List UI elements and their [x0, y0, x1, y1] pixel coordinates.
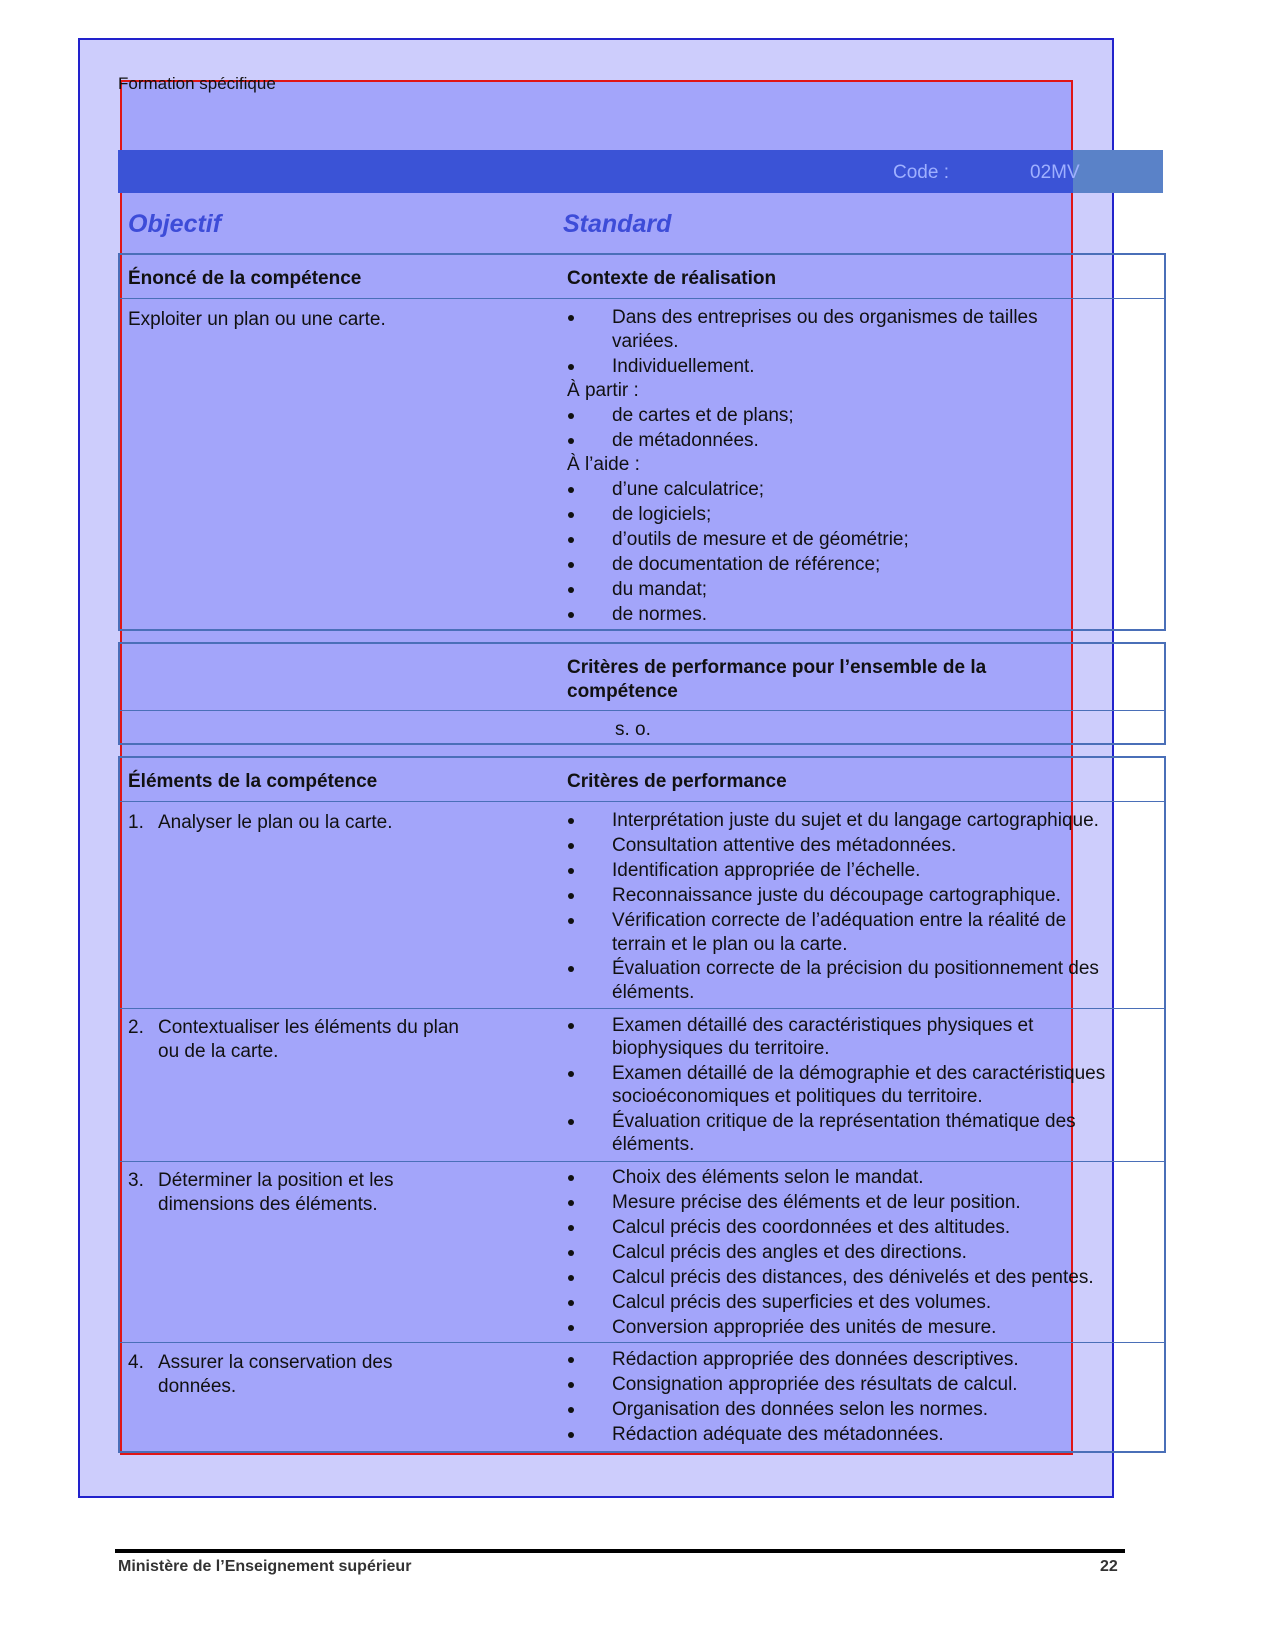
criterion-cont: biophysiques du territoire.	[612, 1038, 830, 1059]
criterion: Consultation attentive des métadonnées.	[612, 835, 957, 856]
bullet-icon	[568, 537, 574, 543]
bullet-icon	[568, 487, 574, 493]
criterion: Rédaction appropriée des données descriptives.	[612, 1349, 1019, 1370]
with-label: À l’aide :	[567, 454, 640, 475]
criterion-cont: terrain et le plan ou la carte.	[612, 934, 848, 955]
footer-ministry: Ministère de l’Enseignement supérieur	[118, 1558, 412, 1575]
criterion: Consignation appropriée des résultats de calcul.	[612, 1374, 1018, 1395]
footer-rule	[115, 1549, 1125, 1553]
bullet-icon	[568, 1023, 574, 1029]
criterion-cont: éléments.	[612, 982, 695, 1003]
element-text-cont: dimensions des éléments.	[158, 1194, 378, 1215]
header-label: Formation spécifique	[118, 74, 276, 93]
element-text: Assurer la conservation des	[158, 1352, 393, 1373]
bullet-icon	[568, 562, 574, 568]
criterion: Évaluation critique de la représentation thématique des	[612, 1111, 1076, 1132]
code-label: Code :	[893, 162, 949, 183]
criterion: Rédaction adéquate des métadonnées.	[612, 1424, 944, 1445]
competence-statement: Exploiter un plan ou une carte.	[128, 309, 386, 330]
row-divider	[118, 1342, 1166, 1343]
bullet-icon	[568, 1071, 574, 1077]
context-item: de logiciels;	[612, 504, 712, 525]
bullet-icon	[568, 1325, 574, 1331]
elements-heading: Éléments de la compétence	[128, 771, 378, 792]
context-item: Dans des entreprises ou des organismes de tailles	[612, 307, 1038, 328]
criterion-cont: socioéconomiques et politiques du territoire.	[612, 1086, 983, 1107]
global-criteria-value: s. o.	[615, 719, 651, 740]
bullet-icon	[568, 893, 574, 899]
criterion: Examen détaillé de la démographie et des caractéristiques	[612, 1063, 1106, 1084]
row-divider	[118, 710, 1166, 711]
code-band	[118, 150, 1163, 193]
criteria-heading: Critères de performance	[567, 771, 787, 792]
bullet-icon	[568, 1275, 574, 1281]
criterion: Examen détaillé des caractéristiques physiques et	[612, 1015, 1034, 1036]
bullet-icon	[568, 1225, 574, 1231]
bullet-icon	[568, 1119, 574, 1125]
bullet-icon	[568, 1432, 574, 1438]
criterion: Choix des éléments selon le mandat.	[612, 1167, 924, 1188]
global-criteria-heading-cont: compétence	[567, 681, 678, 702]
row-divider	[118, 1161, 1166, 1162]
bullet-icon	[568, 364, 574, 370]
bullet-icon	[568, 1250, 574, 1256]
criterion: Conversion appropriée des unités de mesure.	[612, 1317, 997, 1338]
criterion: Calcul précis des coordonnées et des altitudes.	[612, 1217, 1011, 1238]
context-item: de documentation de référence;	[612, 554, 881, 575]
bullet-icon	[568, 818, 574, 824]
element-text: Déterminer la position et les	[158, 1170, 394, 1191]
code-value: 02MV	[1030, 162, 1080, 183]
objectif-title: Objectif	[128, 210, 222, 238]
criterion: Évaluation correcte de la précision du positionnement des	[612, 958, 1099, 979]
page-number: 22	[1100, 1558, 1118, 1575]
criterion: Identification appropriée de l’échelle.	[612, 860, 921, 881]
element-number: 2.	[128, 1017, 144, 1038]
criterion: Calcul précis des superficies et des volumes.	[612, 1292, 992, 1313]
bullet-icon	[568, 315, 574, 321]
bullet-icon	[568, 1407, 574, 1413]
bullet-icon	[568, 413, 574, 419]
context-item: de cartes et de plans;	[612, 405, 794, 426]
element-text: Contextualiser les éléments du plan	[158, 1017, 460, 1038]
element-number: 3.	[128, 1170, 144, 1191]
bullet-icon	[568, 512, 574, 518]
criterion: Organisation des données selon les normes.	[612, 1399, 989, 1420]
criterion: Interprétation juste du sujet et du langage cartographique.	[612, 810, 1099, 831]
element-number: 1.	[128, 812, 144, 833]
context-item-cont: variées.	[612, 331, 679, 352]
row-divider	[118, 298, 1166, 299]
bullet-icon	[568, 1175, 574, 1181]
context-item: Individuellement.	[612, 356, 755, 377]
context-item: de métadonnées.	[612, 430, 759, 451]
criterion: Mesure précise des éléments et de leur position.	[612, 1192, 1021, 1213]
bullet-icon	[568, 1382, 574, 1388]
bullet-icon	[568, 966, 574, 972]
element-text-cont: données.	[158, 1376, 237, 1397]
element-text: Analyser le plan ou la carte.	[158, 812, 393, 833]
context-item: d’outils de mesure et de géométrie;	[612, 529, 909, 550]
bullet-icon	[568, 1357, 574, 1363]
element-text-cont: ou de la carte.	[158, 1041, 279, 1062]
code-band-tail	[1073, 150, 1163, 193]
enonce-heading: Énoncé de la compétence	[128, 268, 362, 289]
row-divider	[118, 1008, 1166, 1009]
context-item: de normes.	[612, 604, 708, 625]
criterion: Calcul précis des distances, des dénivelés et des pentes.	[612, 1267, 1094, 1288]
bullet-icon	[568, 612, 574, 618]
bullet-icon	[568, 918, 574, 924]
criterion: Reconnaissance juste du découpage cartographique.	[612, 885, 1061, 906]
bullet-icon	[568, 1300, 574, 1306]
contexte-heading: Contexte de réalisation	[567, 268, 777, 289]
bullet-icon	[568, 1200, 574, 1206]
criterion: Vérification correcte de l’adéquation entre la réalité de	[612, 910, 1067, 931]
from-label: À partir :	[567, 380, 639, 401]
global-criteria-heading: Critères de performance pour l’ensemble de la	[567, 657, 987, 678]
context-item: du mandat;	[612, 579, 708, 600]
bullet-icon	[568, 438, 574, 444]
bullet-icon	[568, 843, 574, 849]
context-item: d’une calculatrice;	[612, 479, 765, 500]
criterion-cont: éléments.	[612, 1134, 695, 1155]
bullet-icon	[568, 587, 574, 593]
criterion: Calcul précis des angles et des directions.	[612, 1242, 967, 1263]
bullet-icon	[568, 868, 574, 874]
element-number: 4.	[128, 1352, 144, 1373]
row-divider	[118, 801, 1166, 802]
standard-title: Standard	[563, 210, 672, 238]
